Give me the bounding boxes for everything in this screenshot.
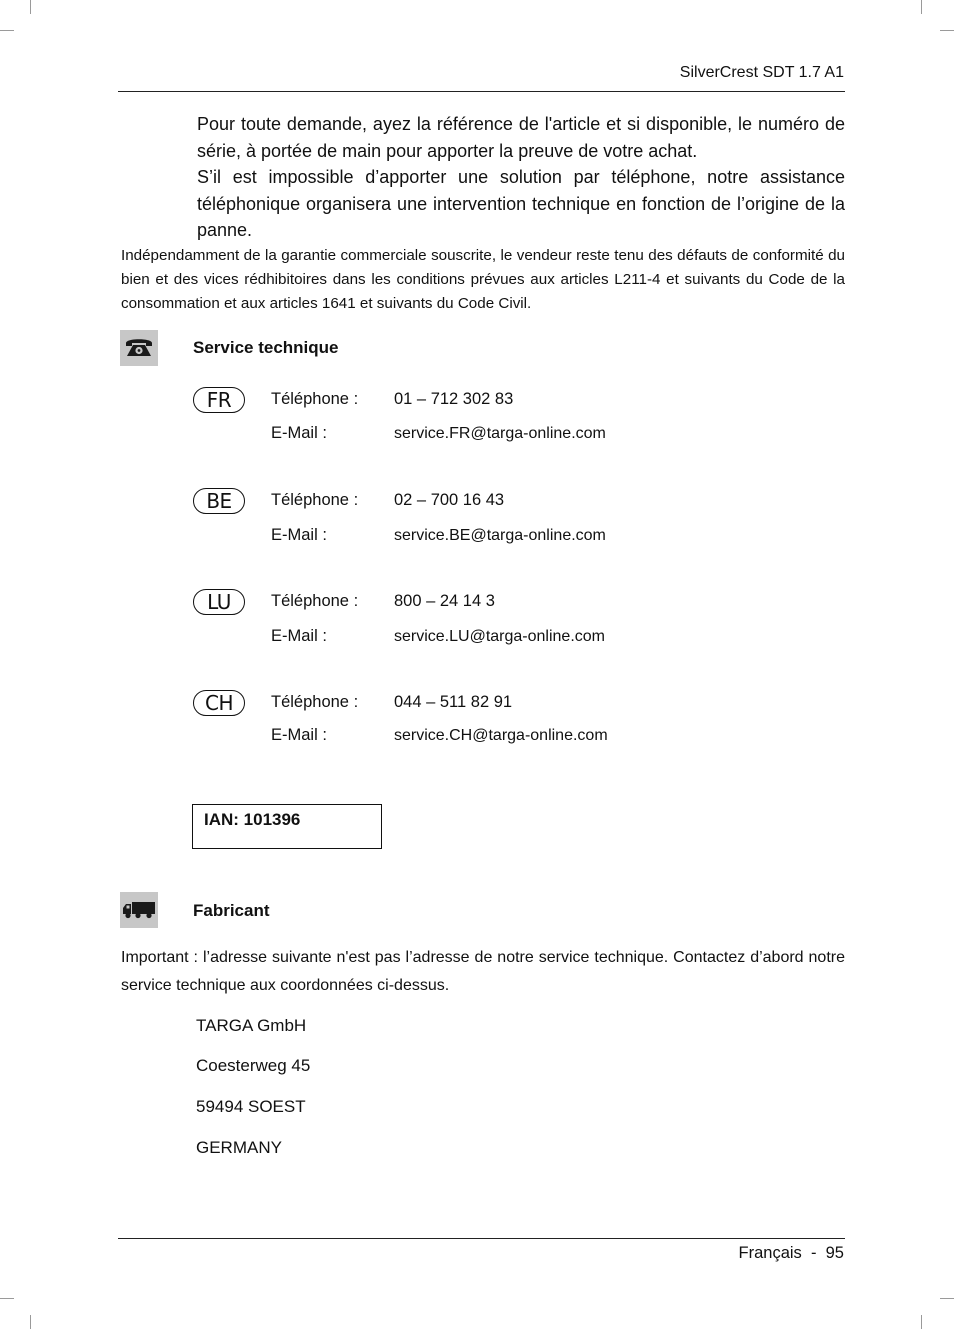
address-line: 59494 SOEST — [196, 1097, 306, 1116]
intro-paragraph: Pour toute demande, ayez la référence de l'article et si disponible, le numéro de série, à portée de main pour apporter la preuve de votre achat. — [197, 114, 845, 161]
manufacturer-note: Important : l’adresse suivante n'est pas l’adresse de notre service technique. Contactez d’abord notre service technique aux coordonnées ci-dessus. — [121, 949, 845, 994]
phone-number-be: 02 – 700 16 43 — [394, 491, 505, 509]
running-header: SilverCrest SDT 1.7 A1 — [679, 64, 844, 81]
phone-label: Téléphone : — [271, 693, 359, 711]
email-label: E-Mail : — [271, 627, 327, 645]
phone-number-lu: 800 – 24 14 3 — [394, 592, 495, 610]
crop-mark — [0, 1298, 14, 1299]
address-line: TARGA GmbH — [196, 1016, 307, 1035]
phone-label: Téléphone : — [271, 592, 359, 610]
crop-mark — [30, 1315, 31, 1329]
header-rule — [118, 91, 845, 92]
crop-mark — [921, 0, 922, 14]
address-line: Coesterweg 45 — [196, 1056, 311, 1075]
page-footer — [739, 1244, 844, 1263]
email-be[interactable]: service.BE@targa-online.com — [394, 527, 606, 544]
footer-rule — [118, 1238, 845, 1239]
truck-icon — [120, 892, 158, 928]
crop-mark — [921, 1315, 922, 1329]
email-ch[interactable]: service.CH@targa-online.com — [394, 727, 608, 744]
email-label: E-Mail : — [271, 526, 327, 544]
crop-mark — [0, 30, 14, 31]
phone-label: Téléphone : — [271, 491, 359, 509]
intro-paragraph: S’il est impossible d’apporter une solution par téléphone, notre assistance téléphonique organisera une intervention technique en fonction de l’origine de la panne. — [197, 167, 845, 241]
ian-number: IAN: 101396 — [204, 810, 301, 829]
phone-number-ch: 044 – 511 82 91 — [394, 693, 513, 711]
email-lu[interactable]: service.LU@targa-online.com — [394, 628, 605, 645]
section-title-manufacturer: Fabricant — [193, 901, 270, 920]
telephone-icon — [120, 330, 158, 366]
country-badge-fr: FR — [193, 387, 245, 413]
phone-number-fr: 01 – 712 302 83 — [394, 390, 514, 408]
phone-label: Téléphone : — [271, 390, 359, 408]
warranty-paragraph: Indépendamment de la garantie commerciale souscrite, le vendeur reste tenu des défauts de conformité du bien et des vices rédhibitoires dans les conditions prévues aux articles L211-4 et suivants du Code de la consommation et aux articles 1641 et suivants du Code Civil. — [121, 247, 845, 312]
address-line: GERMANY — [196, 1138, 282, 1157]
country-badge-ch: CH — [193, 690, 245, 716]
crop-mark — [30, 0, 31, 14]
country-badge-lu: LU — [193, 589, 245, 615]
section-title-service: Service technique — [193, 338, 339, 357]
crop-mark — [940, 30, 954, 31]
country-badge-be: BE — [193, 488, 245, 514]
email-label: E-Mail : — [271, 726, 327, 744]
email-fr[interactable]: service.FR@targa-online.com — [394, 425, 606, 442]
crop-mark — [940, 1298, 954, 1299]
footer-label: Français - 95 — [738, 1244, 844, 1262]
ian-box — [192, 804, 382, 849]
email-label: E-Mail : — [271, 424, 327, 442]
